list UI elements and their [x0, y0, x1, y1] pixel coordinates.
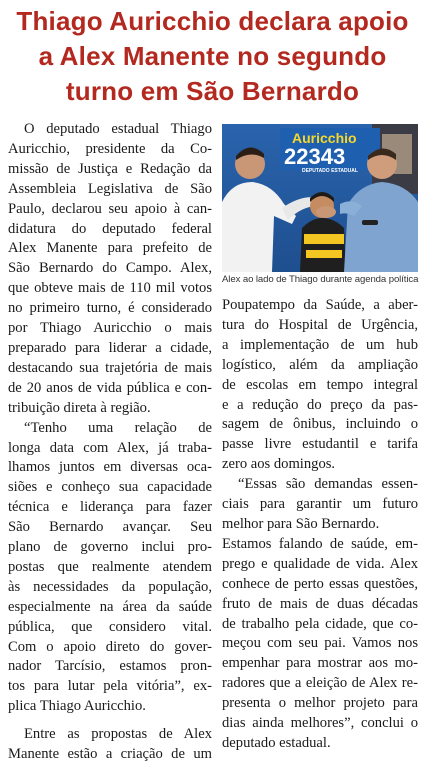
article-line: técnica e liderança para fazer: [8, 499, 212, 516]
article-line: meçou com seu pai. Vamos nos: [222, 635, 418, 652]
article-line: e a redução do preço da pas-: [222, 396, 418, 413]
article-line: “Essas são demandas essen-: [238, 476, 418, 493]
headline-line-3: turno em São Bernardo: [65, 76, 360, 106]
article-line: radores que a eleição de Alex re-: [222, 675, 418, 692]
article-line: Auricchio, presidente da Co-: [8, 140, 212, 157]
headline-line-2: a Alex Manente no segundo: [38, 41, 387, 71]
article-line: por Thiago Auricchio o mais: [8, 320, 212, 337]
article-line: logístico, além da ampliação: [222, 356, 418, 373]
article-line: melhor para São Bernardo.: [222, 515, 380, 532]
article-line: dias ainda melhores”, conclui o: [222, 715, 418, 732]
article-line: “Tenho uma relação de: [24, 419, 212, 436]
article-line: siões e conheço sua capacidade: [8, 479, 212, 496]
article-line: deputado estadual.: [222, 734, 331, 751]
article-line: Estamos falando de saúde, em-: [222, 535, 418, 552]
article-line: plano de governo inclui pro-: [8, 539, 212, 556]
article-line: Entre as propostas de Alex: [24, 726, 212, 743]
article-line: missão de Justiça e Redação da: [8, 160, 212, 177]
photo-banner-name: Auricchio: [292, 130, 357, 146]
article-line: O deputado estadual Thiago: [24, 121, 212, 137]
article-line: Assembleia Legislativa de São: [8, 180, 212, 197]
article-line: a implementação de um hub: [222, 336, 418, 353]
article-line: que obteve mais de 110 mil votos: [8, 280, 212, 297]
article-line: São Bernardo do Campo. Alex,: [8, 260, 212, 277]
article-line: Manente estão a criação de um: [8, 746, 212, 763]
article-line: sagem de ônibus, incluindo o: [222, 416, 418, 433]
headline-line-1: Thiago Auricchio declara apoio: [16, 6, 409, 36]
article-line: tura do Hospital de Urgência,: [222, 316, 418, 333]
photo-caption: Alex ao lado de Thiago durante agenda política: [222, 274, 419, 285]
article-line: de trabalho pela cidade, que co-: [222, 615, 418, 632]
article-line: postas que realmente atendem: [8, 558, 212, 575]
article-column-right: [222, 296, 418, 754]
article-line: empenhar para mostrar aos mo-: [222, 655, 418, 672]
article-line: Paulo, declarou seu apoio à can-: [8, 200, 212, 217]
article-line: São Bernardo avançar. Seu: [8, 519, 212, 536]
article-line: especialmente na área da saúde: [8, 598, 212, 615]
article-line: pública, que considero vital.: [8, 618, 212, 635]
article-line: Alex Manente para prefeito de: [8, 240, 212, 257]
article-photo: [222, 124, 418, 272]
article-line: prego e qualidade de vida. Alex: [222, 555, 418, 572]
article-line: passe livre estudantil e tarifa: [222, 436, 418, 453]
article-line: presenta o melhor projeto para: [222, 695, 418, 712]
article-line: Poupatempo da Saúde, a aber-: [222, 297, 418, 313]
article-line: de escolas em tempo integral: [222, 376, 418, 393]
article-line: longa data com Alex, já traba-: [8, 439, 212, 456]
headline: [6, 4, 419, 109]
article-line: destacando sua trajetória de mais: [8, 359, 212, 376]
photo-banner-number: 22343: [284, 144, 346, 169]
article-line: às necessidades da população,: [8, 578, 212, 595]
photo-banner-subtitle: DEPUTADO ESTADUAL: [302, 168, 358, 174]
article-line: Com o apoio direto do gover-: [8, 638, 212, 655]
article-column-left: [8, 120, 212, 765]
article-line: didatura do deputado federal: [8, 220, 212, 237]
article-line: ciais para garantir um futuro: [222, 496, 418, 513]
article-line: preparado para liderar a cidade,: [8, 339, 212, 356]
article-line: tribuição direta à região.: [8, 399, 151, 416]
article-line: no primeiro turno, é considerado: [8, 300, 212, 317]
article-line: tos para lutar pela vitória”, ex-: [8, 678, 212, 695]
article-line: lhamos juntos em diversas oca-: [8, 459, 212, 476]
article-line: conhece de perto essas questões,: [222, 575, 418, 592]
article-line: nador Tarcísio, estamos pron-: [8, 658, 212, 675]
article-line: zero aos domingos.: [222, 456, 336, 473]
article-line: de 20 anos de vida pública e con-: [8, 379, 212, 396]
article-line: fruto de mais de duas décadas: [222, 595, 418, 612]
article-line: plica Thiago Auricchio.: [8, 698, 146, 715]
